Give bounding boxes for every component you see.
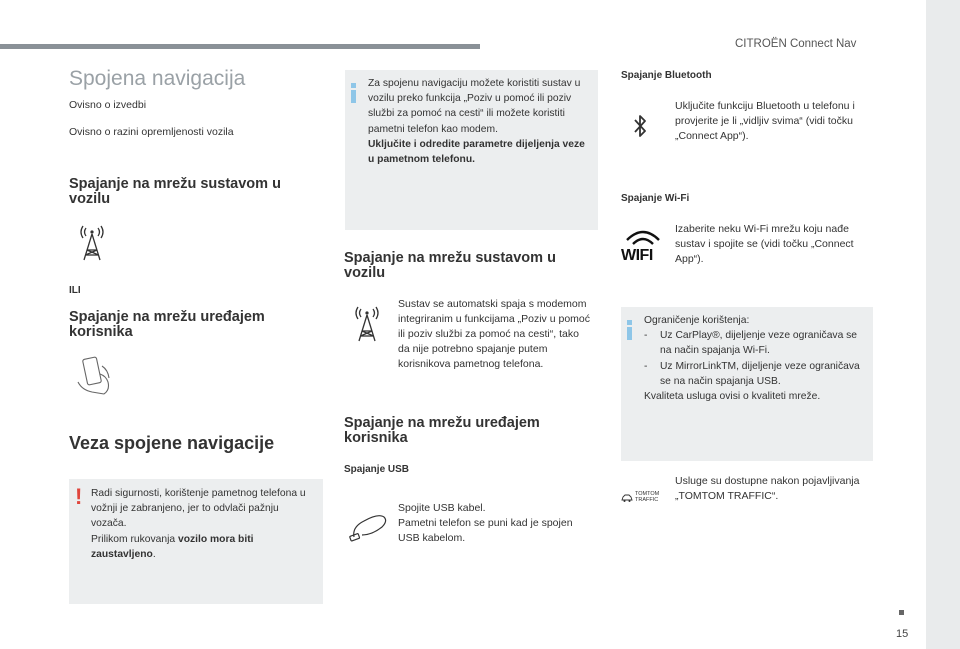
car-icon <box>621 493 633 503</box>
antenna-icon <box>351 305 383 343</box>
heading-device-connection-2: Spajanje na mrežu uređajem korisnika <box>344 415 540 446</box>
or-label: ILI <box>69 285 81 296</box>
heading-connected-nav: Veza spojene navigacije <box>69 433 275 453</box>
heading-system-connection: Spajanje na mrežu sustavom u vozilu <box>69 176 281 207</box>
running-header: CITROËN Connect Nav <box>735 38 857 50</box>
wifi-icon-text: WIFI <box>621 247 653 264</box>
bluetooth-icon <box>633 113 647 139</box>
usb-label: Spajanje USB <box>344 464 410 475</box>
wifi-arcs <box>621 226 665 248</box>
heading-device-connection: Spajanje na mrežu uređajem korisnika <box>69 309 265 340</box>
tomtom-logo-text: TOMTOM TRAFFIC <box>635 491 660 503</box>
page-title: Spojena navigacija <box>69 67 246 90</box>
usb-text: Spojite USB kabel. Pametni telefon se puni kad je spojen USB kabelom. <box>398 502 573 544</box>
smartphone-hand-icon <box>74 352 118 398</box>
safety-warning-text: Radi sigurnosti, korištenje pametnog telefona u vožnji je zabranjeno, jer to odvlači pažnju vozača. Prilikom rukovanja vozilo mora biti zaustavljeno. <box>91 488 306 560</box>
info-box-text: Za spojenu navigaciju možete koristiti sustav u vozilu preko funkcija „Poziv u pomoć ili poziv službi za pomoć na cesti“ ili možete koristiti pametni telefon kao modem. Uključite i odredite parametre dijeljenja veze u pametnom telefonu. <box>368 78 585 166</box>
info-icon <box>627 320 632 340</box>
equipment-note: Ovisno o razini opremljenosti vozila <box>69 126 234 138</box>
page-edge-strip <box>926 0 960 649</box>
info-icon <box>351 83 356 103</box>
variant-note: Ovisno o izvedbi <box>69 99 147 111</box>
header-rule <box>0 44 480 49</box>
tomtom-traffic-logo <box>621 491 667 505</box>
wifi-text: Izaberite neku Wi-Fi mrežu koju nađe sustav i spojite se (vidi točku „Connect App“). <box>675 223 854 265</box>
warning-icon: ! <box>75 484 83 509</box>
heading-system-connection-2: Spajanje na mrežu sustavom u vozilu <box>344 250 556 281</box>
wifi-icon <box>621 226 665 270</box>
bluetooth-label: Spajanje Bluetooth <box>621 70 712 81</box>
tomtom-text: Usluge su dostupne nakon pojavljivanja „TOMTOM TRAFFIC“. <box>675 475 860 502</box>
wifi-label: Spajanje Wi-Fi <box>621 193 690 204</box>
page-number: 15 <box>896 628 909 640</box>
page-end-marker <box>899 610 904 615</box>
bluetooth-text: Uključite funkciju Bluetooth u telefonu i provjerite je li „vidljiv svima“ (vidi točku „Connect App“). <box>675 100 855 142</box>
antenna-icon <box>76 224 108 262</box>
usage-limit-text: Ograničenje korištenja: - Uz CarPlay®, dijeljenje veze ograničava se na način spajanja Wi-Fi. - Uz MirrorLinkTM, dijeljenje veze ograničava se na način spajanja USB. Kvaliteta usluga ovisi o kvaliteti mreže. <box>644 315 860 403</box>
system-connection-text: Sustav se automatski spaja s modemom integriranim u funkcijama „Poziv u pomoć ili poziv službi za pomoć na cesti“, tako da nije potrebno spajanje putem korisnikova pametnog telefona. <box>398 298 590 370</box>
usb-cable-icon <box>348 509 390 543</box>
